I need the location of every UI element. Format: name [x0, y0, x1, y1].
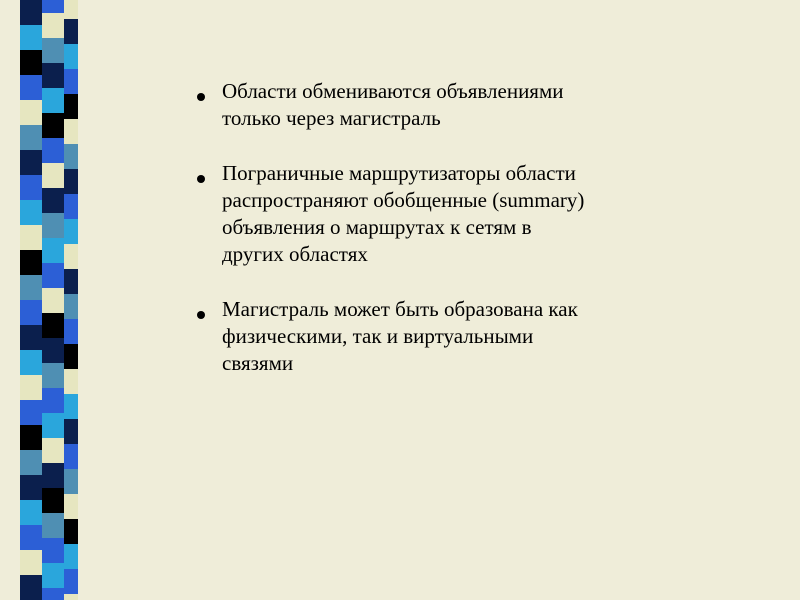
stripe-block	[64, 194, 78, 219]
bullet-text: Магистраль может быть образована как физическими, так и виртуальными связями	[222, 297, 578, 375]
stripe-block	[20, 175, 42, 200]
stripe-block	[20, 0, 42, 25]
stripe-block	[64, 394, 78, 419]
stripe-block	[42, 263, 64, 288]
stripe-block	[64, 544, 78, 569]
stripe-block	[20, 100, 42, 125]
stripe-block	[42, 463, 64, 488]
stripe-block	[42, 138, 64, 163]
stripe-block	[20, 200, 42, 225]
stripe-block	[20, 475, 42, 500]
stripe-block	[64, 219, 78, 244]
bullet-dot-icon	[197, 175, 205, 183]
stripe-block	[64, 244, 78, 269]
stripe-block	[42, 88, 64, 113]
decorative-stripe-column-middle	[42, 0, 64, 600]
stripe-block	[64, 19, 78, 44]
decorative-stripe-column-left	[20, 0, 42, 600]
stripe-block	[20, 25, 42, 50]
stripe-block	[20, 75, 42, 100]
stripe-block	[42, 363, 64, 388]
bullet-text: Пограничные маршрутизаторы области распространяют обобщенные (summary) объявления о маршрутах к сетям в других областях	[222, 161, 585, 266]
stripe-block	[20, 450, 42, 475]
stripe-block	[42, 238, 64, 263]
bullet-dot-icon	[197, 311, 205, 319]
stripe-block	[42, 413, 64, 438]
stripe-block	[64, 469, 78, 494]
stripe-block	[64, 144, 78, 169]
stripe-block	[42, 163, 64, 188]
stripe-block	[64, 44, 78, 69]
stripe-block	[42, 0, 64, 13]
bullet-item	[190, 78, 710, 132]
stripe-block	[20, 375, 42, 400]
stripe-block	[20, 550, 42, 575]
stripe-block	[64, 169, 78, 194]
stripe-block	[64, 319, 78, 344]
stripe-block	[42, 538, 64, 563]
stripe-block	[42, 588, 64, 600]
decorative-stripe-column-right	[64, 0, 78, 600]
stripe-block	[42, 63, 64, 88]
stripe-block	[64, 594, 78, 600]
stripe-block	[64, 494, 78, 519]
stripe-block	[42, 388, 64, 413]
stripe-block	[64, 119, 78, 144]
stripe-block	[20, 250, 42, 275]
stripe-block	[64, 0, 78, 19]
stripe-block	[42, 13, 64, 38]
stripe-block	[42, 488, 64, 513]
stripe-block	[42, 313, 64, 338]
stripe-block	[64, 444, 78, 469]
bullet-text: Области обмениваются объявлениями только через магистраль	[222, 79, 564, 130]
bullet-dot-icon	[197, 93, 205, 101]
stripe-block	[42, 288, 64, 313]
stripe-block	[20, 225, 42, 250]
stripe-block	[20, 300, 42, 325]
stripe-block	[42, 338, 64, 363]
stripe-block	[64, 569, 78, 594]
stripe-block	[64, 94, 78, 119]
stripe-block	[42, 563, 64, 588]
stripe-block	[42, 438, 64, 463]
stripe-block	[42, 188, 64, 213]
stripe-block	[20, 425, 42, 450]
stripe-block	[20, 325, 42, 350]
stripe-block	[42, 513, 64, 538]
stripe-block	[64, 344, 78, 369]
stripe-block	[64, 519, 78, 544]
stripe-block	[20, 575, 42, 600]
stripe-block	[20, 350, 42, 375]
stripe-block	[64, 369, 78, 394]
stripe-block	[42, 113, 64, 138]
stripe-block	[20, 150, 42, 175]
stripe-block	[64, 294, 78, 319]
stripe-block	[20, 275, 42, 300]
stripe-block	[64, 269, 78, 294]
stripe-block	[20, 400, 42, 425]
stripe-block	[64, 419, 78, 444]
stripe-block	[20, 500, 42, 525]
stripe-block	[64, 69, 78, 94]
stripe-block	[20, 125, 42, 150]
stripe-block	[42, 213, 64, 238]
stripe-block	[20, 525, 42, 550]
stripe-block	[42, 38, 64, 63]
stripe-block	[20, 50, 42, 75]
slide-body	[190, 78, 710, 405]
bullet-item	[190, 296, 710, 377]
bullet-item	[190, 160, 710, 268]
